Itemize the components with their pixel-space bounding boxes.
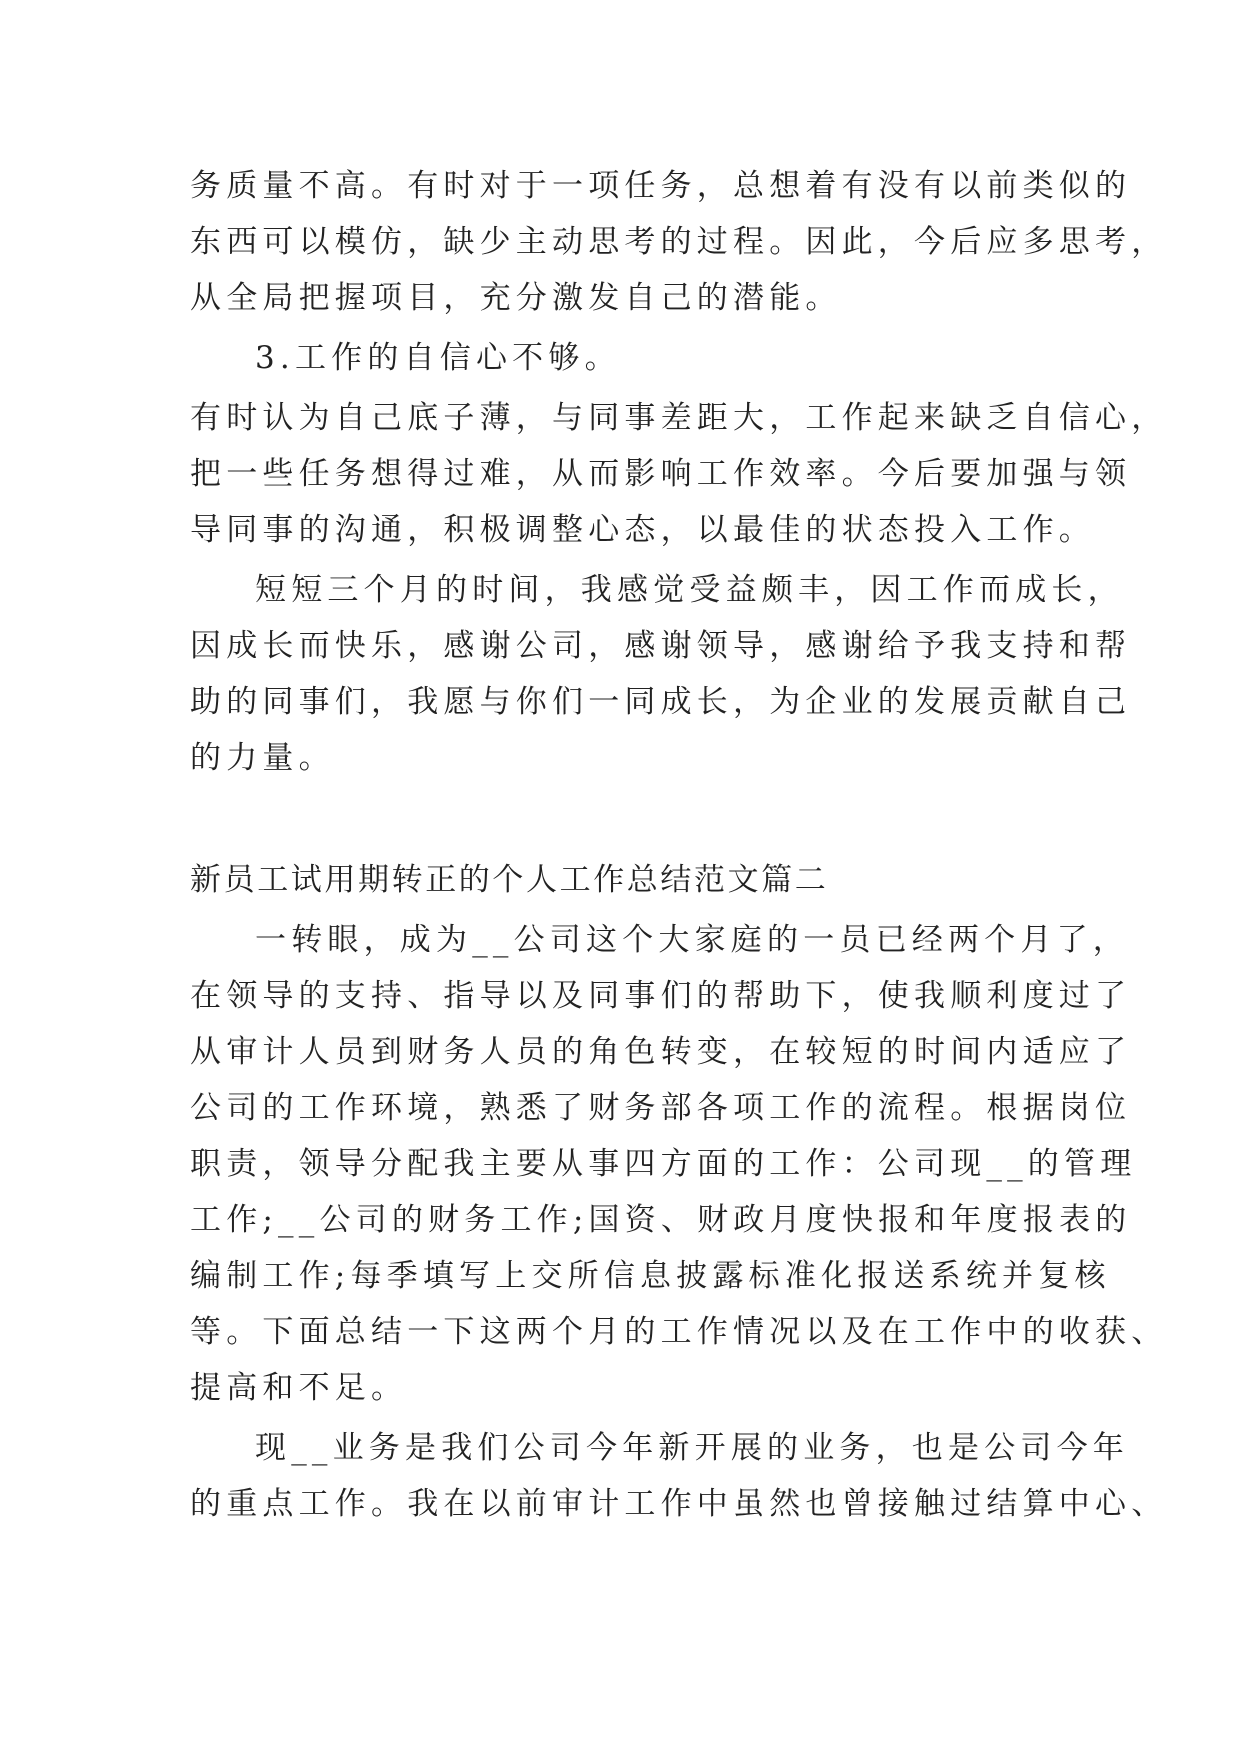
paragraph-line: 从审计人员到财务人员的角色转变，在较短的时间内适应了: [190, 1034, 1132, 1070]
paragraph-line: 提高和不足。: [190, 1370, 408, 1406]
paragraph-line: 工作;__公司的财务工作;国资、财政月度快报和年度报表的: [190, 1202, 1132, 1238]
paragraph-line: 公司的工作环境，熟悉了财务部各项工作的流程。根据岗位: [190, 1090, 1132, 1126]
paragraph-line: 职责，领导分配我主要从事四方面的工作：公司现__的管理: [190, 1146, 1137, 1182]
paragraph-line: 把一些任务想得过难，从而影响工作效率。今后要加强与领: [190, 456, 1132, 492]
paragraph-line: 有时认为自己底子薄，与同事差距大，工作起来缺乏自信心，: [190, 400, 1168, 436]
paragraph-line: 东西可以模仿，缺少主动思考的过程。因此，今后应多思考，: [190, 224, 1168, 260]
paragraph-line: 编制工作;每季填写上交所信息披露标准化报送系统并复核: [190, 1258, 1111, 1294]
paragraph-line: 在领导的支持、指导以及同事们的帮助下，使我顺利度过了: [190, 978, 1132, 1014]
paragraph-line: 短短三个月的时间，我感觉受益颇丰，因工作而成长，: [255, 572, 1124, 608]
list-item-heading: 3.工作的自信心不够。: [255, 340, 621, 376]
paragraph-line: 的重点工作。我在以前审计工作中虽然也曾接触过结算中心、: [190, 1486, 1168, 1522]
paragraph-line: 一转眼，成为__公司这个大家庭的一员已经两个月了，: [255, 922, 1129, 958]
paragraph-line: 助的同事们，我愿与你们一同成长，为企业的发展贡献自己: [190, 684, 1132, 720]
paragraph-line: 从全局把握项目，充分激发自己的潜能。: [190, 280, 842, 316]
paragraph-line: 导同事的沟通，积极调整心态，以最佳的状态投入工作。: [190, 512, 1095, 548]
paragraph-line: 因成长而快乐，感谢公司，感谢领导，感谢给予我支持和帮: [190, 628, 1132, 664]
paragraph-line: 务质量不高。有时对于一项任务，总想着有没有以前类似的: [190, 168, 1132, 204]
paragraph-line: 的力量。: [190, 740, 335, 776]
paragraph-line: 等。下面总结一下这两个月的工作情况以及在工作中的收获、: [190, 1314, 1168, 1350]
paragraph-line: 现__业务是我们公司今年新开展的业务，也是公司今年: [255, 1430, 1129, 1466]
section-title: 新员工试用期转正的个人工作总结范文篇二: [190, 862, 829, 898]
